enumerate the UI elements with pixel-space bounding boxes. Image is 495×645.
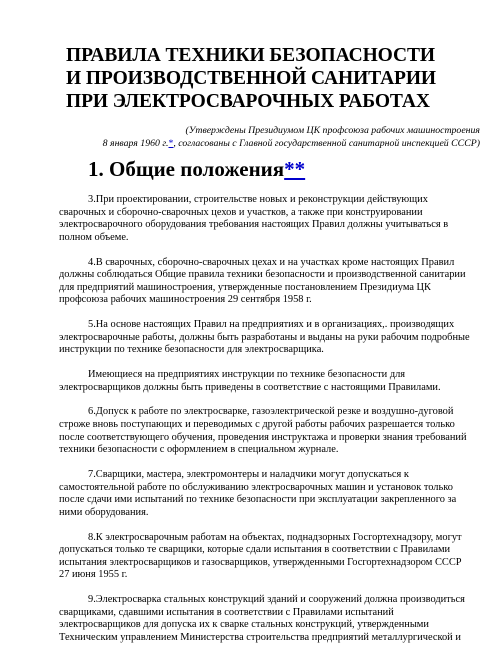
section-footnote-link[interactable]: ** bbox=[284, 157, 306, 181]
title-line-2: И ПРОИЗВОДСТВЕННОЙ САНИТАРИИ bbox=[66, 68, 436, 89]
paragraph: 5.На основе настоящих Правил на предприятиях и в организациях,. производящих электросварочные работы, должны быть разработаны и выданы на руки рабочим подробные инструкции по технике безопасности для электросварщика. bbox=[59, 319, 470, 356]
paragraph: Имеющиеся на предприятиях инструкции по технике безопасности для электросварщиков должны быть приведены в соответствие с настоящими Правилами. bbox=[59, 369, 441, 393]
approval-line-1: (Утверждены Президиумом ЦК профсоюза рабочих машиностроения bbox=[185, 125, 480, 136]
approval-line-2: , согласованы с Главной государственной санитарной инспекцией СССР) bbox=[173, 138, 480, 149]
title-line-3: ПРИ ЭЛЕКТРОСВАРОЧНЫХ РАБОТАХ bbox=[66, 91, 430, 112]
paragraph: 6.Допуск к работе по электросварке, газоэлектрической резке и воздушно-дуговой строже вновь поступающих и переводимых с другой работы рабочих разрешается только после соответствующего обучения, проведения инструктажа и проверки знания требований техники безопасности с оформлением в специальном журнале. bbox=[59, 406, 467, 456]
document-title bbox=[66, 44, 486, 113]
approval-date: 8 января 1960 г. bbox=[102, 138, 169, 149]
paragraph: 3.При проектировании, строительстве новых и реконструкции действующих сварочных и сборочно-сварочных цехов и участков, а также при конструировании электросварочного оборудования требования настоящих Правил должны учитываться в полном объеме. bbox=[59, 194, 449, 243]
paragraph: 7.Сварщики, мастера, электромонтеры и наладчики могут допускаться к самостоятельной работе по обслуживанию электросварочных машин и установок только после сдачи ими испытаний по технике безопасности при эксплуатации закрепленного за ними оборудования. bbox=[59, 469, 457, 518]
paragraph: 9.Электросварка стальных конструкций зданий и сооружений должна производиться сварщиками, сдавшими испытания в соответствии с Правилами испытаний электросварщиков для допуска их к сварке стальных конструкций, утвержденными Техническим управлением Министерства строительства предприятий металлургической и bbox=[59, 594, 465, 643]
title-line-1: ПРАВИЛА ТЕХНИКИ БЕЗОПАСНОСТИ bbox=[66, 45, 435, 66]
paragraph: 4.В сварочных, сборочно-сварочных цехах и на участках кроме настоящих Правил должны соблюдаться Общие правила техники безопасности и производственной санитарии для предприятий машиностроения, утвержденные постановлением Президиума ЦК профсоюза рабочих машиностроения 29 сентября 1958 г. bbox=[59, 256, 466, 306]
footnote-link[interactable]: * bbox=[168, 138, 174, 149]
paragraph: 8.К электросварочным работам на объектах, поднадзорных Госгортехнадзору, могут допускаться только те сварщики, которые сдали испытания в соответствии с Правилами испытания электросварщиков и газосварщиков, утвержденными Госгортехнадзором СССР 27 июня 1955 г. bbox=[59, 531, 462, 581]
section-heading bbox=[88, 156, 305, 182]
approval-note bbox=[60, 124, 480, 150]
body-text bbox=[59, 194, 474, 645]
section-heading-text: 1. Общие положения bbox=[88, 157, 285, 181]
